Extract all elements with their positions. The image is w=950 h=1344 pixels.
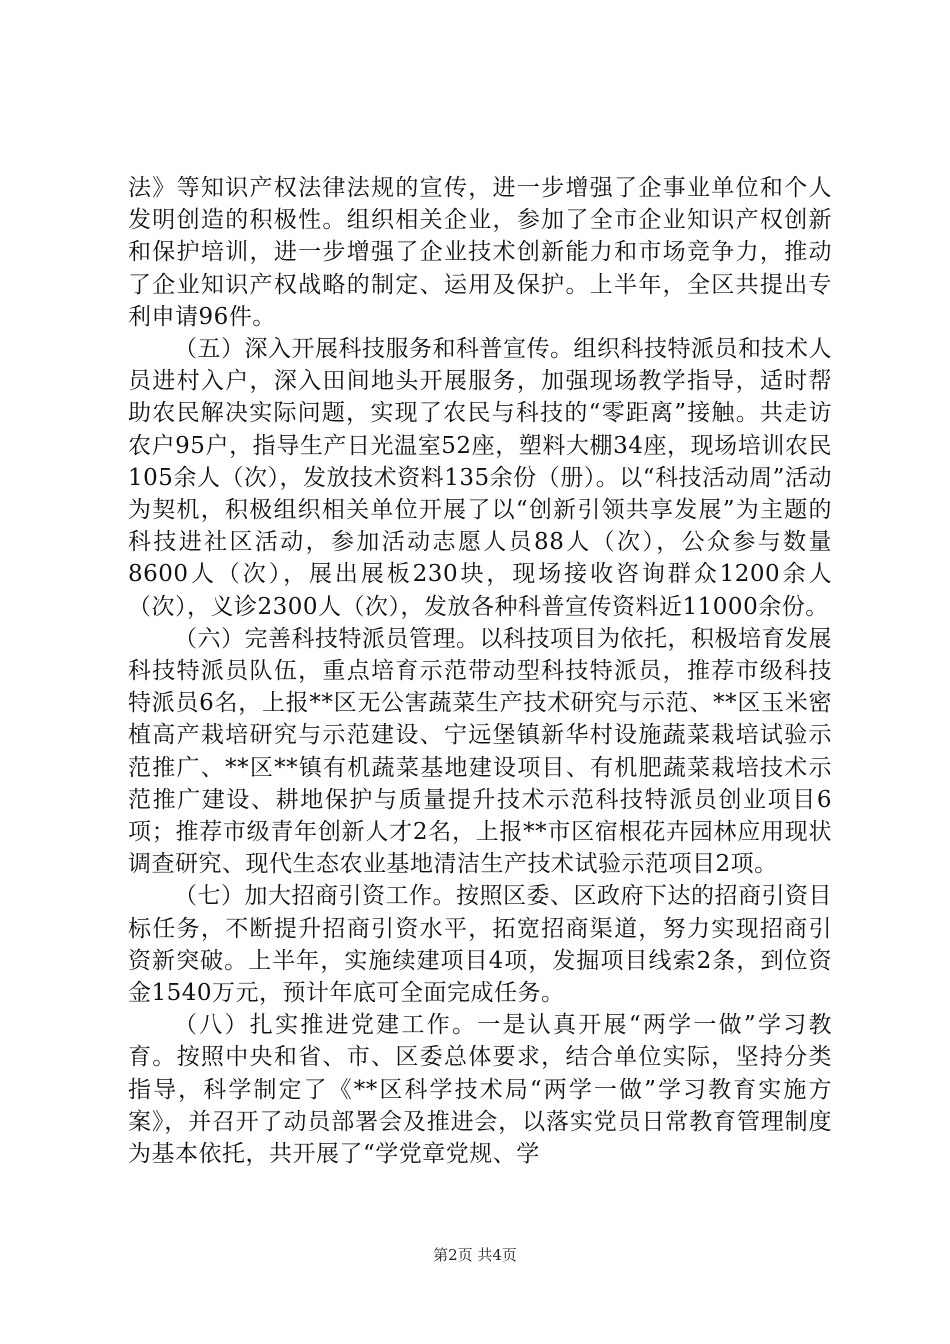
document-body: [128, 172, 832, 1170]
paragraph-1: 法》等知识产权法律法规的宣传，进一步增强了企事业单位和个人发明创造的积极性。组织相关企业，参加了全市企业知识产权创新和保护培训，进一步增强了企业技术创新能力和市场竞争力，推动了企业知识产权战略的制定、运用及保护。上半年，全区共提出专利申请96件。: [128, 175, 832, 330]
page-footer: 第2页 共4页: [433, 1246, 517, 1264]
paragraph-4: （七）加大招商引资工作。按照区委、区政府下达的招商引资目标任务，不断提升招商引资水平，拓宽招商渠道，努力实现招商引资新突破。上半年，实施续建项目4项，发掘项目线索2条，到位资金1540万元，预计年底可全面完成任务。: [128, 883, 832, 1007]
paragraph-3: （六）完善科技特派员管理。以科技项目为依托，积极培育发展科技特派员队伍，重点培育示范带动型科技特派员，推荐市级科技特派员6名，上报**区无公害蔬菜生产技术研究与示范、**区玉米密植高产栽培研究与示范建设、宁远堡镇新华村设施蔬菜栽培试验示范推广、**区**镇有机蔬菜基地建设项目、有机肥蔬菜栽培技术示范推广建设、耕地保护与质量提升技术示范科技特派员创业项目6项；推荐市级青年创新人才2名，上报**市区宿根花卉园林应用现状调查研究、现代生态农业基地清洁生产技术试验示范项目2项。: [128, 625, 832, 878]
paragraph-2: （五）深入开展科技服务和科普宣传。组织科技特派员和技术人员进村入户，深入田间地头开展服务，加强现场教学指导，适时帮助农民解决实际问题，实现了农民与科技的“零距离”接触。共走访农户95户，指导生产日光温室52座，塑料大棚34座，现场培训农民105余人（次），发放技术资料135余份（册）。以“科技活动周”活动为契机，积极组织相关单位开展了以“创新引领共享发展”为主题的科技进社区活动，参加活动志愿人员88人（次），公众参与数量8600人（次），展出展板230块，现场接收咨询群众1200余人（次），义诊2300人（次），发放各种科普宣传资料近11000余份。: [128, 336, 832, 620]
paragraph-5: （八）扎实推进党建工作。一是认真开展“两学一做”学习教育。按照中央和省、市、区委总体要求，结合单位实际，坚持分类指导，科学制定了《**区科学技术局“两学一做”学习教育实施方案》，并召开了动员部署会及推进会，以落实党员日常教育管理制度为基本依托，共开展了“学党章党规、学: [128, 1012, 832, 1168]
